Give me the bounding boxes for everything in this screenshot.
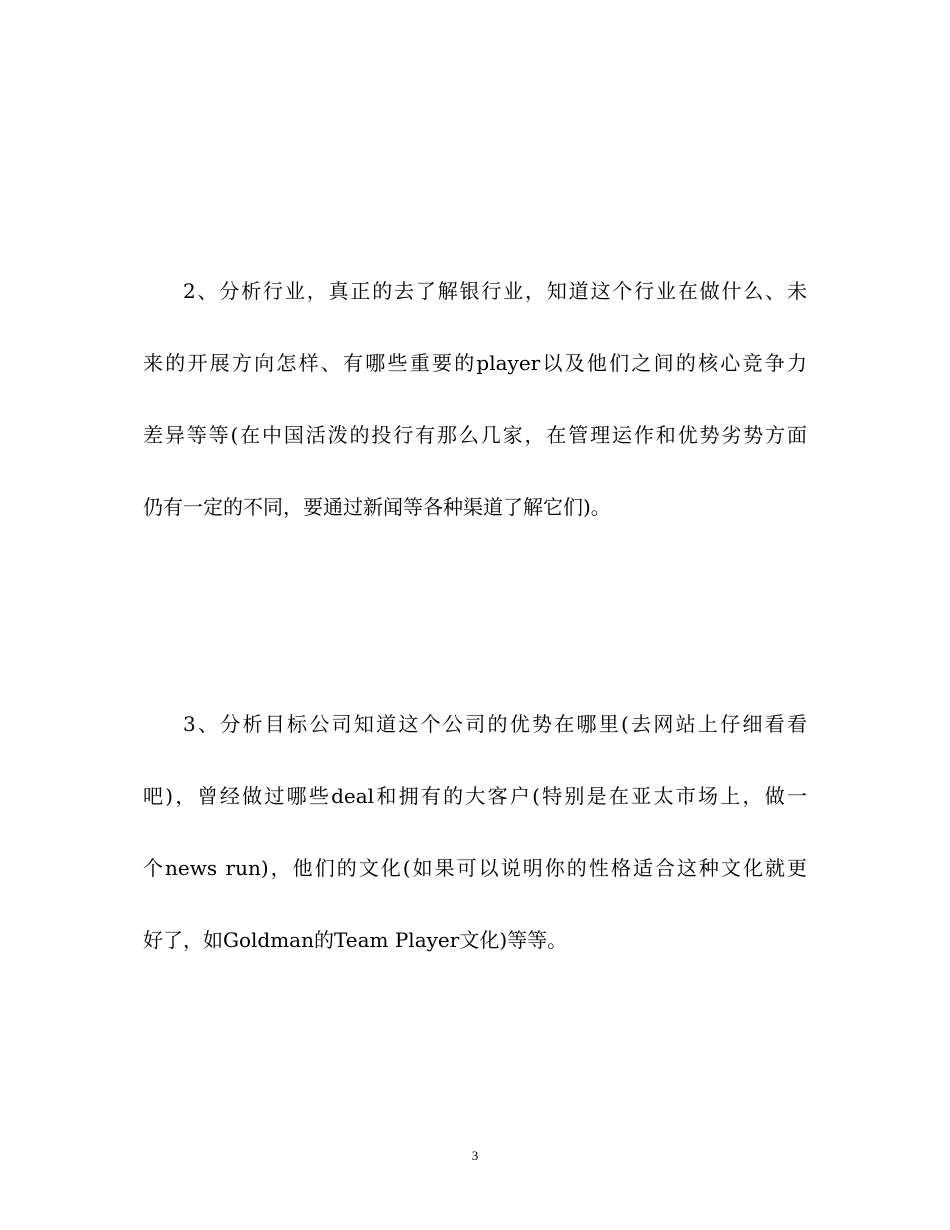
paragraph-line: 3、分析目标公司知道这个公司的优势在哪里(去网站上仔细看看 (183, 712, 807, 736)
paragraph-industry-analysis (143, 255, 807, 543)
page-number: 3 (471, 1148, 479, 1163)
paragraph-target-company-analysis (143, 688, 807, 976)
paragraph-line: 2、分析行业，真正的去了解银行业，知道这个行业在做什么、未 (183, 279, 807, 303)
paragraph-line: 差异等等(在中国活泼的投行有那么几家，在管理运作和优势劣势方面 (143, 423, 807, 447)
paragraph-line: 来的开展方向怎样、有哪些重要的player以及他们之间的核心竞争力 (143, 351, 807, 375)
paragraph-line: 吧)，曾经做过哪些deal和拥有的大客户(特别是在亚太市场上，做一 (143, 784, 807, 808)
paragraph-line: 好了，如Goldman的Team Player文化)等等。 (143, 928, 568, 952)
paragraph-line: 仍有一定的不同，要通过新闻等各种渠道了解它们)。 (143, 495, 611, 519)
paragraph-line: 个news run)，他们的文化(如果可以说明你的性格适合这种文化就更 (143, 856, 807, 880)
